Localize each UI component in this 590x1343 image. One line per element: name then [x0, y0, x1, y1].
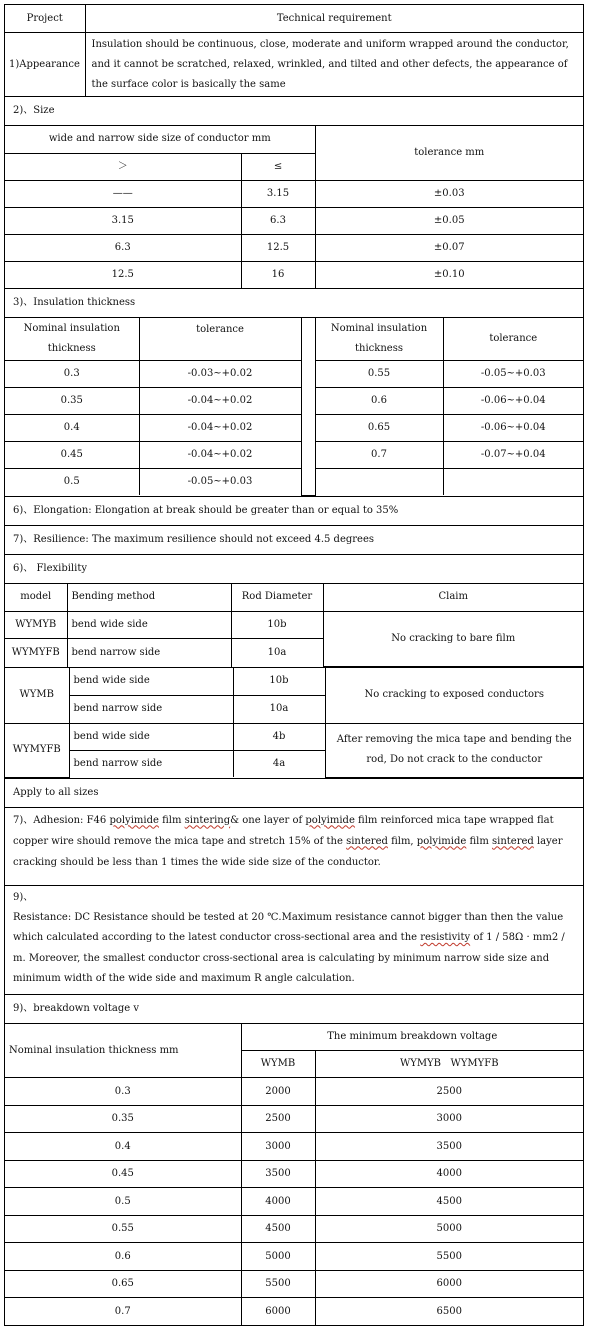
breakdown-cell: 3500 [315, 1133, 583, 1161]
insulation-cell: -0.06~+0.04 [443, 387, 583, 414]
flex-model: WYMB [5, 668, 69, 723]
insulation-cell: 0.6 [315, 387, 443, 414]
table-row [5, 1298, 583, 1326]
header-row [4, 4, 584, 33]
breakdown-table [5, 1024, 583, 1326]
appearance-row [4, 33, 584, 97]
flex-claim: After removing the mica tape and bending the rod, Do not crack to the conductor [325, 723, 583, 777]
flex-model: WYMYFB [5, 639, 67, 667]
insulation-cell: -0.05~+0.03 [139, 468, 301, 495]
flex-method: bend wide side [69, 668, 233, 695]
breakdown-cell: 4000 [315, 1160, 583, 1188]
breakdown-cell: 5500 [241, 1270, 315, 1298]
resistance-part: Resistance: DC Resistance should be tested at 20 ℃.Maximum resistance cannot bigger than then the value which calculated according to the latest conductor cross-sectional area and the [13, 911, 564, 944]
resistance-word: resistivity [420, 932, 471, 944]
flex-table-row-2 [4, 668, 584, 779]
insulation-cell: -0.04~+0.02 [139, 441, 301, 468]
adhesion-word: polyimide [416, 835, 467, 847]
breakdown-head-other: WYMYB WYMYFB [315, 1051, 583, 1078]
size-head-le: ≤ [241, 153, 315, 180]
insulation-cell: -0.05~+0.03 [443, 360, 583, 387]
table-row [5, 1133, 583, 1161]
insulation-cell: 0.35 [5, 387, 139, 414]
breakdown-head-wymb: WYMB [241, 1051, 315, 1078]
breakdown-cell: 0.35 [5, 1105, 241, 1133]
table-row [5, 261, 583, 288]
table-row [5, 1243, 583, 1271]
flex-title-row [4, 555, 584, 584]
insulation-head-tolerance-right: tolerance [443, 318, 583, 360]
flex-title: 6)、 Flexibility [13, 562, 87, 574]
breakdown-cell: 5000 [241, 1243, 315, 1271]
table-row [5, 387, 583, 414]
size-cell: ±0.10 [315, 261, 583, 288]
resilience-text: 7)、Resilience: The maximum resilience should not exceed 4.5 degrees [13, 533, 375, 545]
breakdown-cell: 4500 [315, 1188, 583, 1216]
table-row [5, 668, 583, 695]
insulation-head-tolerance: tolerance [139, 318, 301, 360]
insulation-cell: 0.7 [315, 441, 443, 468]
flex-rod: 10a [233, 695, 325, 723]
adhesion-word: polyimide [109, 814, 159, 826]
flex-model: WYMYFB [5, 723, 69, 777]
breakdown-cell: 0.4 [5, 1133, 241, 1161]
insulation-table [5, 318, 583, 496]
insulation-cell [315, 468, 443, 495]
breakdown-cell: 3000 [241, 1133, 315, 1161]
flex-head-model: model [5, 584, 67, 612]
adhesion-part: film, [387, 835, 417, 847]
breakdown-cell: 3000 [315, 1105, 583, 1133]
flex-claim: No cracking to bare film [323, 612, 583, 667]
breakdown-cell: 6000 [241, 1298, 315, 1326]
size-cell: ±0.07 [315, 234, 583, 261]
table-row [5, 612, 583, 639]
table-row [5, 1078, 583, 1106]
apply-row [4, 779, 584, 808]
size-cell: ±0.05 [315, 207, 583, 234]
size-table-row [4, 126, 584, 289]
breakdown-cell: 6000 [315, 1270, 583, 1298]
breakdown-title-row [4, 995, 584, 1024]
size-table [5, 126, 583, 288]
breakdown-cell: 0.7 [5, 1298, 241, 1326]
table-row [5, 207, 583, 234]
breakdown-cell: 5000 [315, 1215, 583, 1243]
flex-table [5, 584, 583, 668]
adhesion-part: film reinforced mica tape wrapped flat copper wire should remove the mica tape and stretch 15% of the [13, 814, 554, 847]
table-row [5, 360, 583, 387]
breakdown-cell: 4000 [241, 1188, 315, 1216]
flex-rod: 10b [231, 612, 323, 639]
header-requirement: Technical requirement [85, 5, 583, 32]
insulation-cell: -0.04~+0.02 [139, 387, 301, 414]
table-row [5, 1188, 583, 1216]
breakdown-cell: 0.55 [5, 1215, 241, 1243]
insulation-cell: 0.45 [5, 441, 139, 468]
insulation-cell [443, 468, 583, 495]
breakdown-cell: 5500 [315, 1243, 583, 1271]
table-row [5, 723, 583, 750]
size-cell: —— [5, 180, 241, 207]
adhesion-word: polyimide [305, 814, 355, 826]
breakdown-head-nominal: Nominal insulation thickness mm [5, 1024, 241, 1078]
breakdown-cell: 2500 [241, 1105, 315, 1133]
resistance-text [5, 886, 583, 994]
adhesion-word: sintered [491, 835, 534, 847]
size-cell: 6.3 [241, 207, 315, 234]
flex-table-row [4, 584, 584, 669]
breakdown-table-row [4, 1024, 584, 1327]
size-head-main: wide and narrow side size of conductor mm [5, 126, 315, 153]
table-row [5, 1160, 583, 1188]
table-row [5, 414, 583, 441]
resistance-part: of 1 / 58Ω · mm2 / m. Moreover, the smallest conductor cross-sectional area is calculating by minimum narrow side size and minimum width of the wide side and maximum R angle calculation. [13, 932, 565, 985]
adhesion-part: film [466, 835, 492, 847]
table-row [5, 1105, 583, 1133]
breakdown-cell: 0.65 [5, 1270, 241, 1298]
adhesion-part: & one layer of [230, 814, 306, 826]
insulation-divider [301, 318, 315, 495]
size-head-gt: ＞ [5, 153, 241, 180]
appearance-text: Insulation should be continuous, close, moderate and uniform wrapped around the conductor, and it cannot be scratched, relaxed, wrinkled, and tilted and other defects, the appearance of the surface color is basically the same [85, 33, 583, 96]
insulation-cell: 0.4 [5, 414, 139, 441]
breakdown-cell: 0.3 [5, 1078, 241, 1106]
table-row [5, 180, 583, 207]
apply-text: Apply to all sizes [13, 786, 99, 798]
breakdown-head-min: The minimum breakdown voltage [241, 1024, 583, 1051]
size-cell: 12.5 [241, 234, 315, 261]
flex-method: bend narrow side [69, 750, 233, 777]
insulation-cell: 0.3 [5, 360, 139, 387]
insulation-cell: -0.04~+0.02 [139, 414, 301, 441]
adhesion-word: sintering [184, 814, 231, 826]
size-title-row [4, 97, 584, 126]
insulation-head-nominal-right: Nominal insulation thickness [315, 318, 443, 360]
adhesion-part: film [158, 814, 185, 826]
elongation-row [4, 497, 584, 526]
table-row [5, 468, 583, 495]
insulation-cell: -0.03~+0.02 [139, 360, 301, 387]
flex-method: bend wide side [69, 723, 233, 750]
spec-document [4, 4, 584, 1326]
breakdown-cell: 2000 [241, 1078, 315, 1106]
breakdown-cell: 3500 [241, 1160, 315, 1188]
flex-rod: 10b [233, 668, 325, 695]
adhesion-part: 7)、Adhesion: F46 [13, 814, 110, 826]
breakdown-cell: 4500 [241, 1215, 315, 1243]
breakdown-cell: 0.6 [5, 1243, 241, 1271]
flex-rod: 4b [233, 723, 325, 750]
insulation-head-nominal: Nominal insulation thickness [5, 318, 139, 360]
table-row [5, 234, 583, 261]
flex-head-claim: Claim [323, 584, 583, 612]
adhesion-word: sintered [346, 835, 388, 847]
size-cell: 3.15 [241, 180, 315, 207]
flex-head-method: Bending method [67, 584, 231, 612]
size-cell: 3.15 [5, 207, 241, 234]
flex-table-2 [5, 668, 583, 778]
table-row [5, 1215, 583, 1243]
flex-head-rod: Rod Diameter [231, 584, 323, 612]
header-project: Project [5, 5, 85, 32]
resilience-row [4, 526, 584, 555]
flex-method: bend narrow side [69, 695, 233, 723]
breakdown-cell: 6500 [315, 1298, 583, 1326]
appearance-label: 1)Appearance [5, 33, 85, 96]
adhesion-row [4, 808, 584, 886]
flex-method: bend narrow side [67, 639, 231, 667]
resistance-row [4, 886, 584, 995]
insulation-title: 3)、Insulation thickness [13, 297, 136, 308]
resistance-title: 9)、 [13, 891, 34, 903]
flex-method: bend wide side [67, 612, 231, 639]
insulation-cell: -0.06~+0.04 [443, 414, 583, 441]
flex-claim: No cracking to exposed conductors [325, 668, 583, 723]
size-cell: ±0.03 [315, 180, 583, 207]
adhesion-text [5, 808, 583, 885]
adhesion-part: layer cracking should be less than 1 times the wide side size of the conductor. [13, 835, 563, 868]
insulation-table-row [4, 318, 584, 497]
insulation-cell: 0.55 [315, 360, 443, 387]
breakdown-title: 9)、breakdown voltage v [13, 1002, 139, 1014]
insulation-cell: -0.07~+0.04 [443, 441, 583, 468]
breakdown-cell: 2500 [315, 1078, 583, 1106]
table-row [5, 441, 583, 468]
breakdown-cell: 0.45 [5, 1160, 241, 1188]
table-row [5, 1270, 583, 1298]
size-head-tolerance: tolerance mm [315, 126, 583, 180]
size-cell: 12.5 [5, 261, 241, 288]
insulation-cell: 0.65 [315, 414, 443, 441]
insulation-cell: 0.5 [5, 468, 139, 495]
elongation-text: 6)、Elongation: Elongation at break should be greater than or equal to 35% [13, 504, 399, 516]
breakdown-cell: 0.5 [5, 1188, 241, 1216]
flex-rod: 10a [231, 639, 323, 667]
insulation-title-row [4, 289, 584, 318]
flex-rod: 4a [233, 750, 325, 777]
size-cell: 6.3 [5, 234, 241, 261]
flex-model: WYMYB [5, 612, 67, 639]
size-title: 2)、Size [13, 105, 55, 116]
size-cell: 16 [241, 261, 315, 288]
